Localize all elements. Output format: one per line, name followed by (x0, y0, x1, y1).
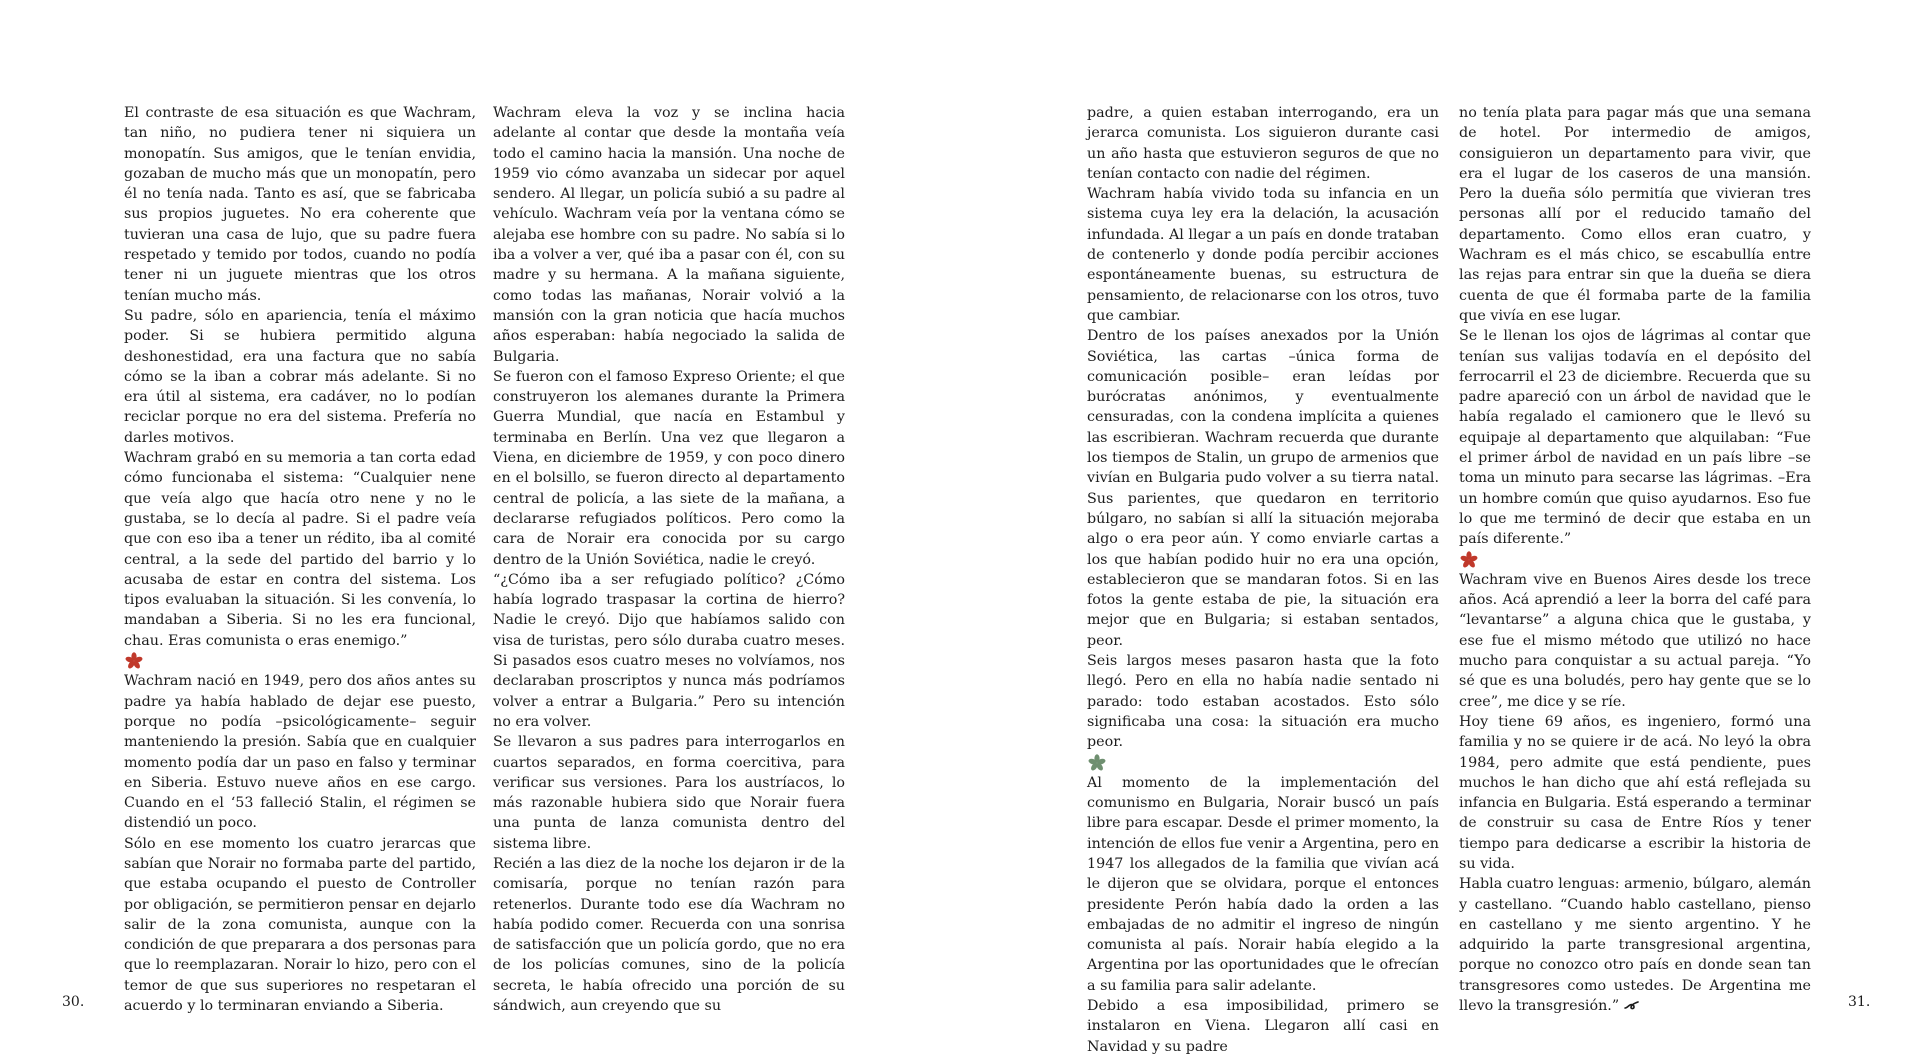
paragraph: Su padre, sólo en apariencia, tenía el máximo poder. Si se hubiera permitido alguna deshonestidad, era una factura que no sabía cómo se la iban a cobrar más adelante. Si no era útil al sistema, era cadáver, no lo podían reciclar porque no era del sistema. Prefería no darles motivos. (124, 307, 476, 446)
paragraph: Recién a las diez de la noche los dejaron ir de la comisaría, porque no tenían razón para retenerlos. Durante todo ese día Wachram no había podido comer. Recuerda con una sonrisa de satisfacción que un policía gordo, que no era de los policías comunes, sino de la policía secreta, le había ofrecido una porción de su sándwich, aun creyendo que su (493, 855, 845, 1015)
paragraph: Seis largos meses pasaron hasta que la foto llegó. Pero en ella no había nadie sentado ni parado: todo estaban acostados. Esto sólo significaba una cosa: la situación era mucho peor. (1087, 653, 1439, 751)
final-paragraph-text: Habla cuatro lenguas: armenio, búlgaro, alemán y castellano. “Cuando hablo castellano, pienso en castellano y me siento argentino. Y he adquirido la parte transgresional argentina, porque no conozco otro país en donde sean tan transgresores como ustedes. De Argentina me llevo la transgresión.” (1459, 876, 1811, 1015)
column-3 (1087, 103, 1439, 1057)
paragraph: Al momento de la implementación del comunismo en Bulgaria, Norair buscó un país libre para escapar. Desde el primer momento, la intención de ellos fue venir a Argentina, pero en 1947 los allegados de la familia que vivían acá le dijeron que se olvidara, porque el entonces presidente Perón había dado la orden a las embajadas de no admitir el ingreso de ningún comunista al país. Norair había elegido a la Argentina por las oportunidades que le ofrecían a su familia para salir adelante. (1087, 774, 1439, 994)
green-asterisk-ornament-icon (1087, 753, 1107, 773)
red-asterisk-ornament-icon (124, 651, 144, 671)
paragraph: Se le llenan los ojos de lágrimas al contar que tenían sus valijas todavía en el depósito del ferrocarril el 23 de diciembre. Recuerda que su padre apareció con un árbol de navidad que le había regalado el camionero que le llevó su equipaje al departamento que alquilaban: “Fue el primer árbol de navidad en un país libre –se toma un minuto para secarse las lágrimas. –Era un hombre común que quiso ayudarnos. Eso fue lo que me terminó de decir que estaba en un país diferente.” (1459, 328, 1811, 548)
paragraph: padre, a quien estaban interrogando, era un jerarca comunista. Los siguieron durante casi un año hasta que estuvieron seguros de que no tenían contacto con nadie del régimen. (1087, 105, 1439, 182)
paragraph: Wachram nació en 1949, pero dos años antes su padre ya había hablado de dejar ese puesto, porque no podía –psicológicamente– seguir manteniendo la presión. Sabía que en cualquier momento podía dar un paso en falso y terminar en Siberia. Estuvo nueve años en ese cargo. Cuando en el ‘53 falleció Stalin, el régimen se distendió un poco. (124, 673, 476, 832)
paragraph: Se fueron con el famoso Expreso Oriente; el que construyeron los alemanes durante la Primera Guerra Mundial, que nacía en Estambul y terminaba en Berlín. Una vez que llegaron a Viena, en diciembre de 1959, y con poco dinero en el bolsillo, se fueron directo al departamento central de policía, a las siete de la mañana, a declararse refugiados políticos. Pero como la cara de Norair era conocida por su cargo dentro de la Unión Soviética, nadie le creyó. (493, 368, 845, 568)
paragraph: Se llevaron a sus padres para interrogarlos en cuartos separados, en forma coercitiva, para verificar sus versiones. Para los austríacos, lo más razonable hubiera sido que Norair fuera una punta de lanza comunista dentro del sistema libre. (493, 734, 845, 852)
end-of-article-icon (1623, 999, 1639, 1011)
red-asterisk-ornament-icon (1459, 550, 1479, 570)
paragraph: Dentro de los países anexados por la Unión Soviética, las cartas –única forma de comunicación posible– eran leídas por burócratas anónimos, y eventualmente censuradas, con la condena implícita a quienes las escribieran. Wachram recuerda que durante los tiempos de Stalin, un grupo de armenios que vivían en Bulgaria pudo volver a su tierra natal. Sus parientes, que quedaron en territorio búlgaro, no sabían si allí la situación mejoraba algo o era peor aún. Y como enviarle cartas a los que habían podido huir no era una opción, establecieron que se mandaran fotos. Si en las fotos la gente estaba de pie, la situación era mejor que en Bulgaria; si estaban sentados, peor. (1087, 328, 1439, 649)
paragraph: Debido a esa imposibilidad, primero se instalaron en Viena. Llegaron allí casi en Navidad y su padre (1087, 998, 1439, 1055)
paragraph: no tenía plata para pagar más que una semana de hotel. Por intermedio de amigos, consiguieron un departamento para vivir, que era el lugar de los caseros de una mansión. Pero la dueña sólo permitía que vivieran tres personas allí por el reducido tamaño del departamento. Como ellos eran cuatro, y Wachram es el más chico, se escabullía entre las rejas para entrar sin que la dueña se diera cuenta de que él formaba parte de la familia que vivía en ese lugar. (1459, 105, 1811, 324)
paragraph: El contraste de esa situación es que Wachram, tan niño, no pudiera tener ni siquiera un monopatín. Sus amigos, que le tenían envidia, gozaban de mucho más que un monopatín, pero él no tenía nada. Tanto es así, que se fabricaba sus propios juguetes. No era coherente que tuvieran una casa de lujo, que su padre fuera respetado y temido por todos, cuando no podía tener ni un juguete mientras que los otros tenían mucho más. (124, 105, 476, 304)
paragraph: Wachram grabó en su memoria a tan corta edad cómo funcionaba el sistema: “Cualquier nene que veía algo que hacía otro nene y no le gustaba, se lo decía al padre. Si el padre veía que con eso iba a tener un rédito, iba al comité central, a la sede del partido del barrio y lo acusaba de estar en contra del sistema. Los tipos evaluaban la situación. Si les convenía, lo mandaban a Siberia. Si no les era funcional, chau. Eras comunista o eras enemigo.” (124, 450, 476, 649)
paragraph: “¿Cómo iba a ser refugiado político? ¿Cómo había logrado traspasar la cortina de hierro? Nadie le creyó. Dijo que habíamos salido con visa de turistas, pero sólo duraba cuatro meses. Si pasados esos cuatro meses no volvíamos, nos declaraban proscriptos y nunca más podríamos volver a entrar a Bulgaria.” Pero su intención no era volver. (493, 571, 845, 730)
paragraph: Wachram vive en Buenos Aires desde los trece años. Acá aprendió a leer la borra del café para “levantarse” a alguna chica que le gustaba, y ese fue el mismo método que utilizó no hace mucho para conquistar a su actual pareja. “Yo sé que es una boludés, pero hay gente que se lo cree”, me dice y se ríe. (1459, 571, 1811, 710)
column-2 (493, 103, 845, 1016)
paragraph-final (1459, 874, 1811, 1016)
page-number-right: 31. (1848, 994, 1871, 1010)
column-1 (124, 103, 476, 1016)
page-number-left: 30. (62, 994, 85, 1010)
column-4 (1459, 103, 1811, 1016)
paragraph: Hoy tiene 69 años, es ingeniero, formó una familia y no se quiere ir de acá. No leyó la obra 1984, pero admite que está pendiente, pues muchos le han dicho que ahí está reflejada su infancia en Bulgaria. Está esperando a terminar de construir su casa de Entre Ríos y tener tiempo para dedicarse a escribir la historia de su vida. (1459, 713, 1811, 872)
paragraph: Wachram había vivido toda su infancia en un sistema cuya ley era la delación, la acusación infundada. Al llegar a un país en donde trataban de contenerlo y donde podía percibir acciones espontáneamente buenas, su estructura de pensamiento, de relacionarse con los otros, tuvo que cambiar. (1087, 186, 1439, 324)
paragraph: Sólo en ese momento los cuatro jerarcas que sabían que Norair no formaba parte del partido, que estaba ocupando el puesto de Controller por obligación, se permitieron pensar en dejarlo salir de la zona comunista, aunque con la condición de que preparara a dos personas para que lo reemplazaran. Norair lo hizo, pero con el temor de que sus superiores no respetaran el acuerdo y lo terminaran enviando a Siberia. (124, 835, 476, 1015)
paragraph: Wachram eleva la voz y se inclina hacia adelante al contar que desde la montaña veía todo el camino hacia la mansión. Una noche de 1959 vio cómo avanzaba un sidecar por aquel sendero. Al llegar, un policía subió a su padre al vehículo. Wachram veía por la ventana cómo se alejaba ese hombre con su padre. No sabía si lo iba a volver a ver, qué iba a pasar con él, con su madre y su hermana. A la mañana siguiente, como todas las mañanas, Norair volvió a la mansión con la gran noticia que hacía muchos años esperaban: había negociado la salida de Bulgaria. (493, 105, 845, 365)
